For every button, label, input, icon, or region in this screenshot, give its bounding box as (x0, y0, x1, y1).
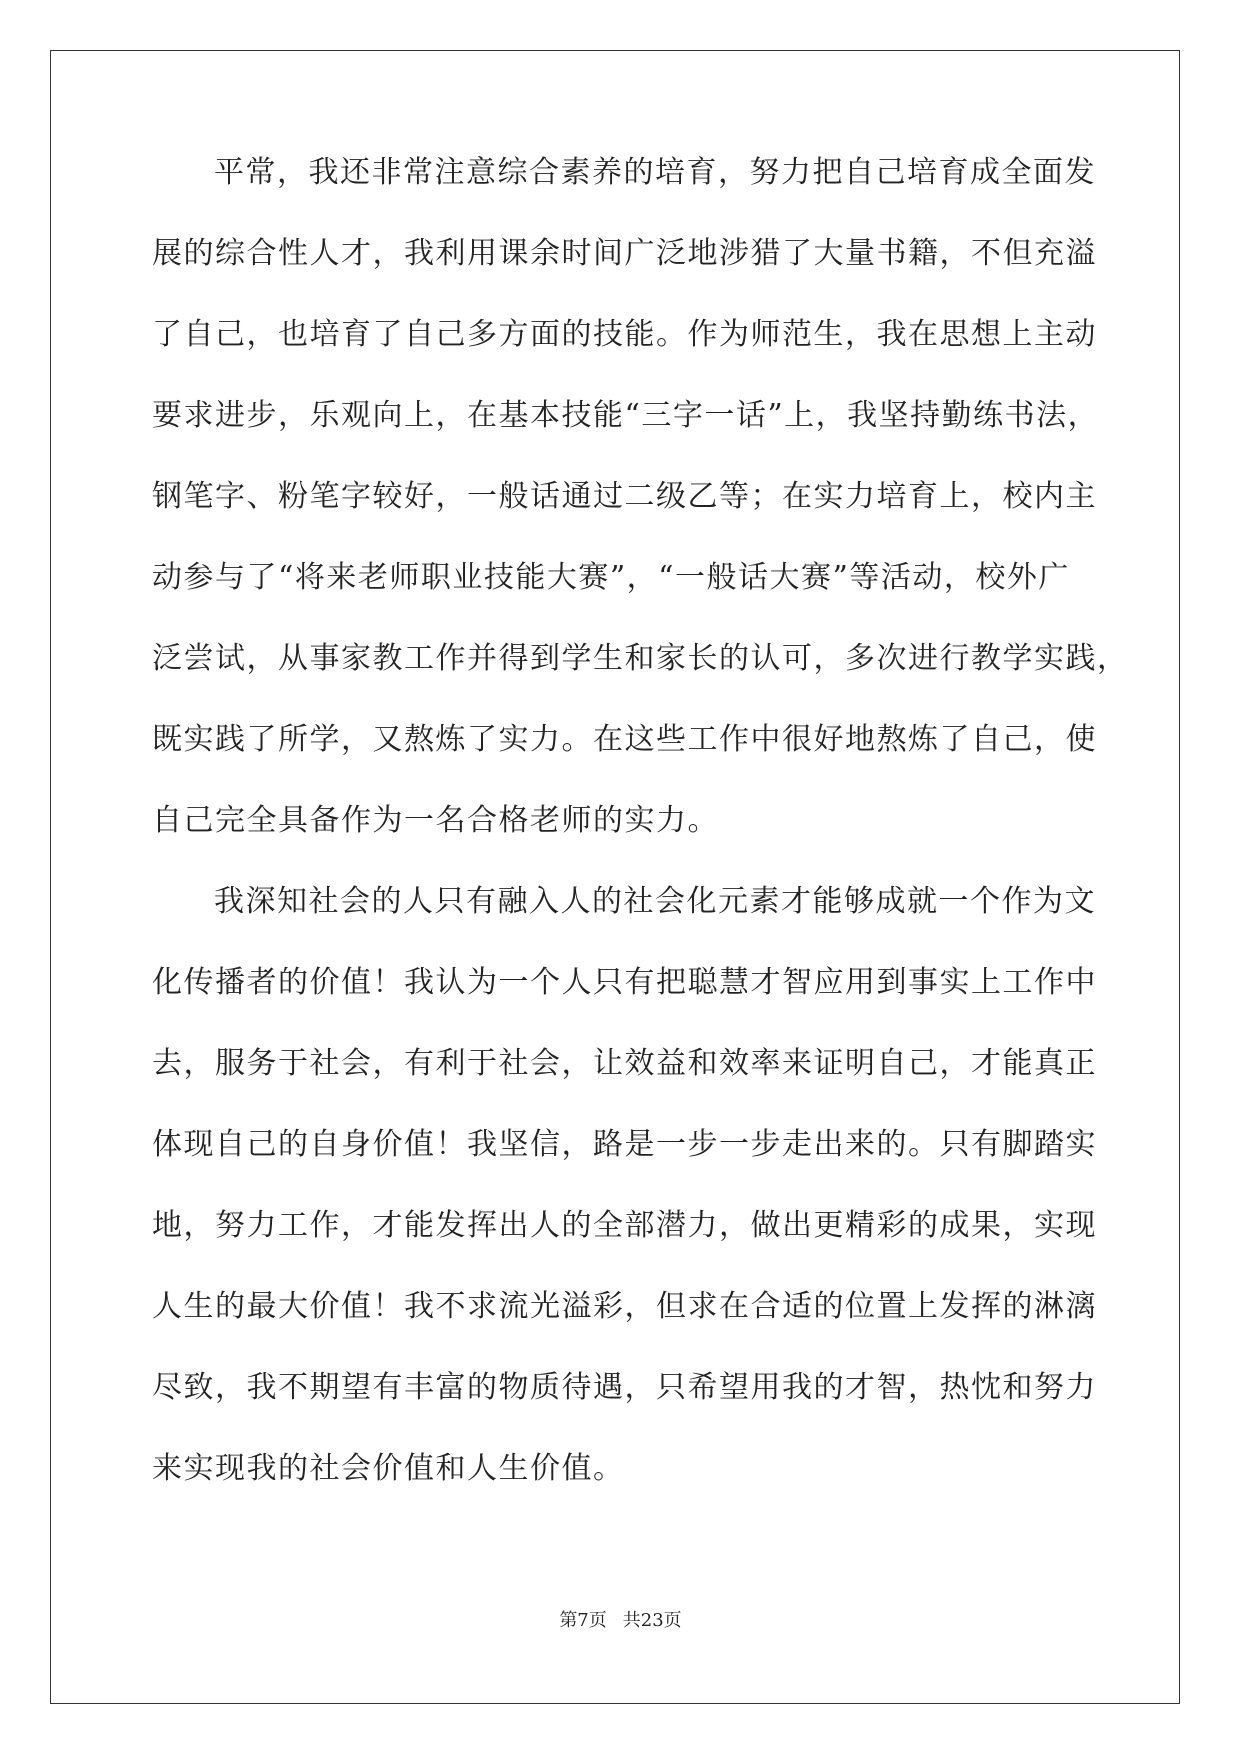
document-body (152, 155, 1129, 1535)
page-footer (0, 1610, 1241, 1632)
paragraph-1-line-4: 要求进步，乐观向上，在基本技能“三字一话”上，我坚持勤练书法， (152, 398, 1100, 433)
paragraph-1-line-7: 泛尝试，从事家教工作并得到学生和家长的认可，多次进行教学实践， (152, 641, 1129, 676)
paragraph-2-line-1: 我深知社会的人只有融入人的社会化元素才能够成就一个作为文 (214, 884, 1096, 919)
current-page-label: 第7页 (559, 1610, 607, 1631)
paragraph-1-line-5: 钢笔字、粉笔字较好，一般话通过二级乙等；在实力培育上，校内主 (152, 479, 1097, 514)
paragraph-1-line-3: 了自己，也培育了自己多方面的技能。作为师范生，我在思想上主动 (152, 317, 1097, 352)
paragraph-2-line-7: 尽致，我不期望有丰富的物质待遇，只希望用我的才智，热忱和努力 (152, 1370, 1097, 1405)
paragraph-1-line-8: 既实践了所学，又熬炼了实力。在这些工作中很好地熬炼了自己，使 (152, 722, 1097, 757)
paragraph-2-line-8: 来实现我的社会价值和人生价值。 (152, 1451, 625, 1486)
paragraph-2-line-2: 化传播者的价值！我认为一个人只有把聪慧才智应用到事实上工作中 (152, 965, 1097, 1000)
paragraph-2-line-6: 人生的最大价值！我不求流光溢彩，但求在合适的位置上发挥的淋漓 (152, 1289, 1097, 1324)
paragraph-1-line-2: 展的综合性人才，我利用课余时间广泛地涉猎了大量书籍，不但充溢 (152, 236, 1097, 271)
total-pages-label: 共23页 (622, 1610, 682, 1631)
paragraph-2-line-5: 地，努力工作，才能发挥出人的全部潜力，做出更精彩的成果，实现 (152, 1208, 1097, 1243)
paragraph-1-line-1: 平常，我还非常注意综合素养的培育，努力把自己培育成全面发 (214, 155, 1096, 190)
paragraph-2-line-4: 体现自己的自身价值！我坚信，路是一步一步走出来的。只有脚踏实 (152, 1127, 1097, 1162)
paragraph-2-line-3: 去，服务于社会，有利于社会，让效益和效率来证明自己，才能真正 (152, 1046, 1097, 1081)
paragraph-1-line-9: 自己完全具备作为一名合格老师的实力。 (152, 803, 719, 838)
paragraph-1-line-6: 动参与了“将来老师职业技能大赛”，“一般话大赛”等活动，校外广 (152, 560, 1070, 595)
